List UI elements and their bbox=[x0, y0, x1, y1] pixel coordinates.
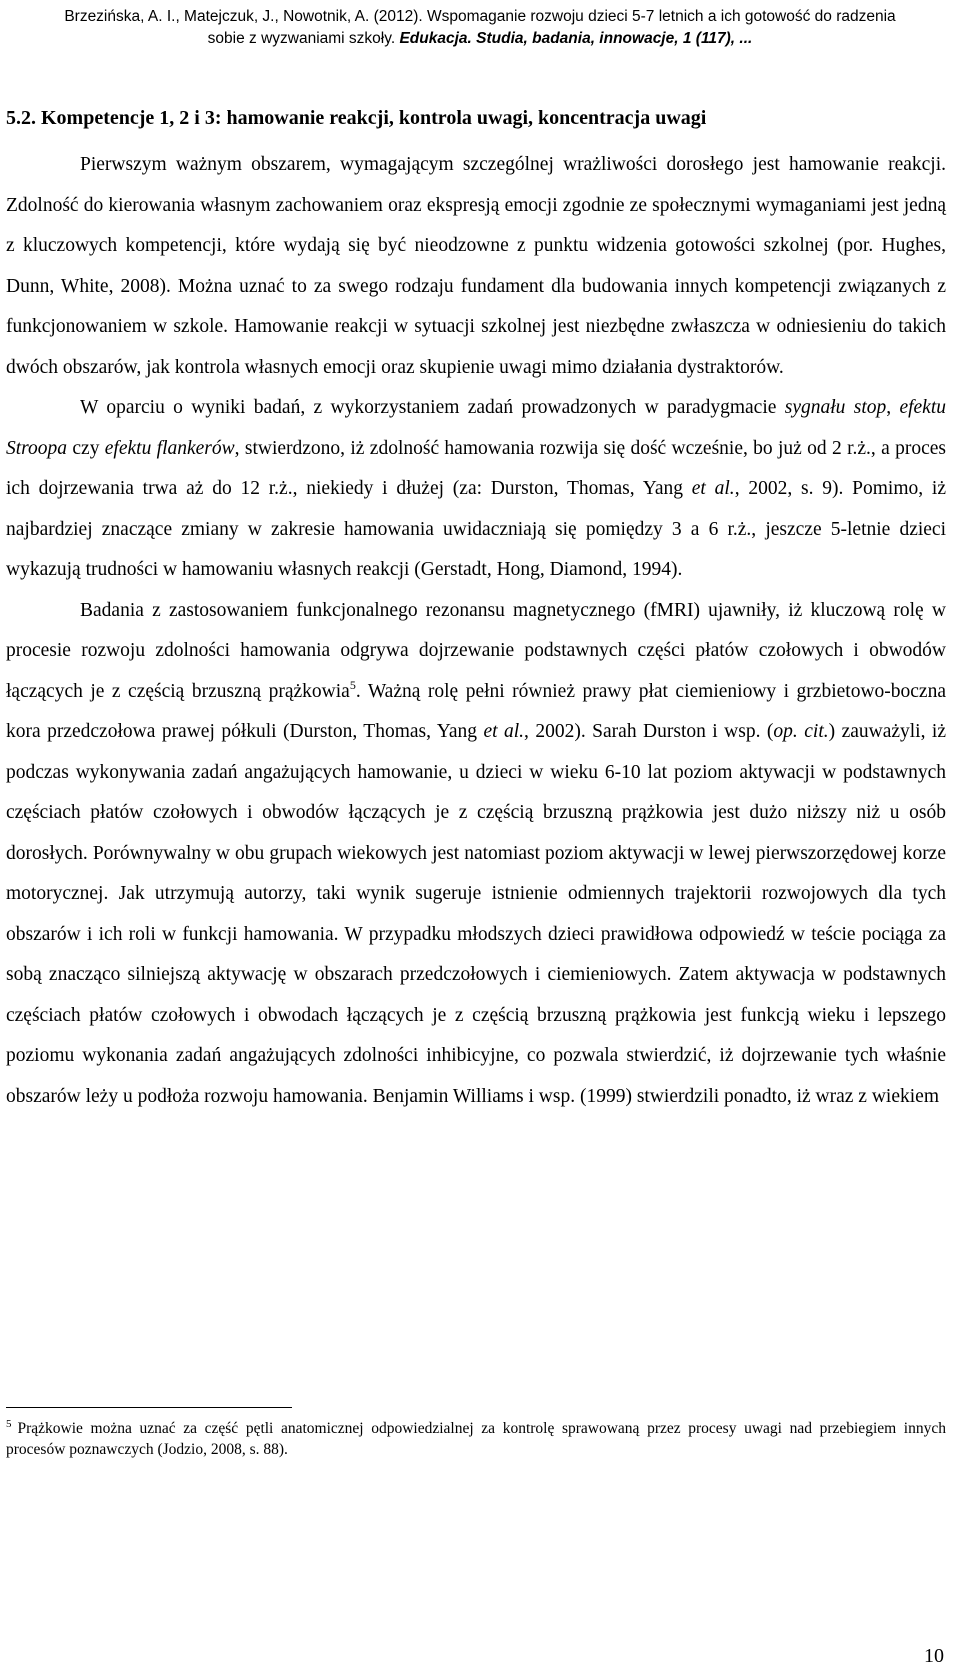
paragraph-2 bbox=[6, 388, 946, 591]
header-citation-line-1: Brzezińska, A. I., Matejczuk, J., Nowotnik, A. (2012). Wspomaganie rozwoju dzieci 5-7 letnich a ich gotowość do radzenia bbox=[64, 8, 896, 25]
paragraph-3-text: , 2002). Sarah Durston i wsp. ( bbox=[524, 721, 774, 742]
term-stop-signal: sygnału stop bbox=[784, 397, 887, 418]
paragraph-2-text: , bbox=[886, 397, 900, 418]
paragraph-3-text: ) zauważyli, iż podczas wykonywania zadań angażujących hamowanie, u dzieci w wieku 6-10 lat poziom aktywacji w podstawnych częściach płatów czołowych i obwodów łączących je z częścią brzuszną prążkowia jest dużo niższy niż u osób dorosłych. Porównywalny w obu grupach wiekowych jest natomiast poziom aktywacji w lewej pierwszorzędowej korze motorycznej. Jak utrzymują autorzy, taki wynik sugeruje istnienie odmiennych trajektorii rozwojowych dla tych obszarów i ich roli w funkcji hamowania. W przypadku młodszych dzieci prawidłowa odpowiedź w teście pociąga za sobą znacząco silniejszą aktywację w obszarach przedczołowych i ciemieniowych. Zatem aktywacja w podstawnych częściach płatów czołowych i obwodach łączących je z częścią brzuszną prążkowia jest funkcją wieku i lepszego poziomu wykonania zadań angażujących zdolności inhibicyjne, co pozwala stwierdzić, iż dojrzewanie tych właśnie obszarów leży u podłoża rozwoju hamowania. Benjamin Williams i wsp. (1999) stwierdzili ponadto, iż wraz z wiekiem bbox=[6, 721, 946, 1107]
et-al: et al. bbox=[691, 478, 735, 499]
term-flanker-effect: efektu flankerów bbox=[104, 437, 235, 459]
footnote-reference[interactable]: 5 bbox=[349, 677, 356, 692]
body-text bbox=[6, 145, 946, 1117]
footnote-separator bbox=[6, 1407, 292, 1408]
running-header bbox=[0, 6, 960, 50]
paragraph-3-text: Badania z zastosowaniem funkcjonalnego rezonansu magnetycznego (fMRI) ujawniły, iż kluczową rolę w procesie rozwoju zdolności hamowania odgrywa dojrzewanie podstawnych części płatów czołowych i obwodów łączących je z częścią brzuszną prążkowia bbox=[6, 599, 946, 702]
term-stroop-effect: efektu Stroopa bbox=[6, 397, 947, 459]
et-al: et al. bbox=[483, 721, 525, 742]
op-cit: op. cit. bbox=[773, 721, 829, 742]
paragraph-2-text: , stwierdzono, iż zdolność hamowania rozwija się dość wcześnie, bo już od 2 r.ż., a proces ich dojrzewania trwa aż do 12 r.ż., niekiedy i dłużej (za: Durston, Thomas, Yang bbox=[6, 437, 946, 499]
header-citation-title-end: sobie z wyzwaniami szkoły. bbox=[207, 30, 400, 47]
footnote bbox=[6, 1418, 946, 1460]
header-citation-line-2 bbox=[0, 28, 960, 50]
footnote-marker: 5 bbox=[6, 1418, 12, 1430]
paragraph-2-text: czy bbox=[67, 437, 105, 459]
paragraph-3-text: . Ważną rolę pełni również prawy płat ciemieniowy i grzbietowo-boczna kora przedczołowa prawej półkuli (Durston, Thomas, Yang bbox=[6, 680, 946, 742]
footnote-text: Prążkowie można uznać za część pętli anatomicznej odpowiedzialnej za kontrolę sprawowaną przez procesy uwagi nad przebiegiem innych procesów poznawczych (Jodzio, 2008, s. 88). bbox=[6, 1420, 946, 1458]
paragraph-2-text: W oparciu o wyniki badań, z wykorzystaniem zadań prowadzonych w paradygmacie bbox=[80, 397, 785, 418]
paragraph-3 bbox=[6, 591, 946, 1118]
header-journal-name: Edukacja. Studia, badania, innowacje, 1 (117), ... bbox=[399, 30, 753, 47]
section-heading: 5.2. Kompetencje 1, 2 i 3: hamowanie reakcji, kontrola uwagi, koncentracja uwagi bbox=[6, 107, 707, 129]
page-number: 10 bbox=[924, 1645, 944, 1667]
paragraph-1: Pierwszym ważnym obszarem, wymagającym szczególnej wrażliwości dorosłego jest hamowanie reakcji. Zdolność do kierowania własnym zachowaniem oraz ekspresją emocji zgodnie ze społecznymi wymaganiami jest jedną z kluczowych kompetencji, które wydają się być nieodzowne z punktu widzenia gotowości szkolnej (por. Hughes, Dunn, White, 2008). Można uznać to za swego rodzaju fundament dla budowania innych kompetencji związanych z funkcjonowaniem w szkole. Hamowanie reakcji w sytuacji szkolnej jest niezbędne zwłaszcza w odniesieniu do takich dwóch obszarów, jak kontrola własnych emocji oraz skupienie uwagi mimo działania dystraktorów. bbox=[6, 154, 946, 378]
paragraph-2-text: , 2002, s. 9). Pomimo, iż najbardziej znaczące zmiany w zakresie hamowania uwidaczniają się pomiędzy 3 a 6 r.ż., jeszcze 5-letnie dzieci wykazują trudności w hamowaniu własnych reakcji (Gerstadt, Hong, Diamond, 1994). bbox=[6, 478, 946, 580]
